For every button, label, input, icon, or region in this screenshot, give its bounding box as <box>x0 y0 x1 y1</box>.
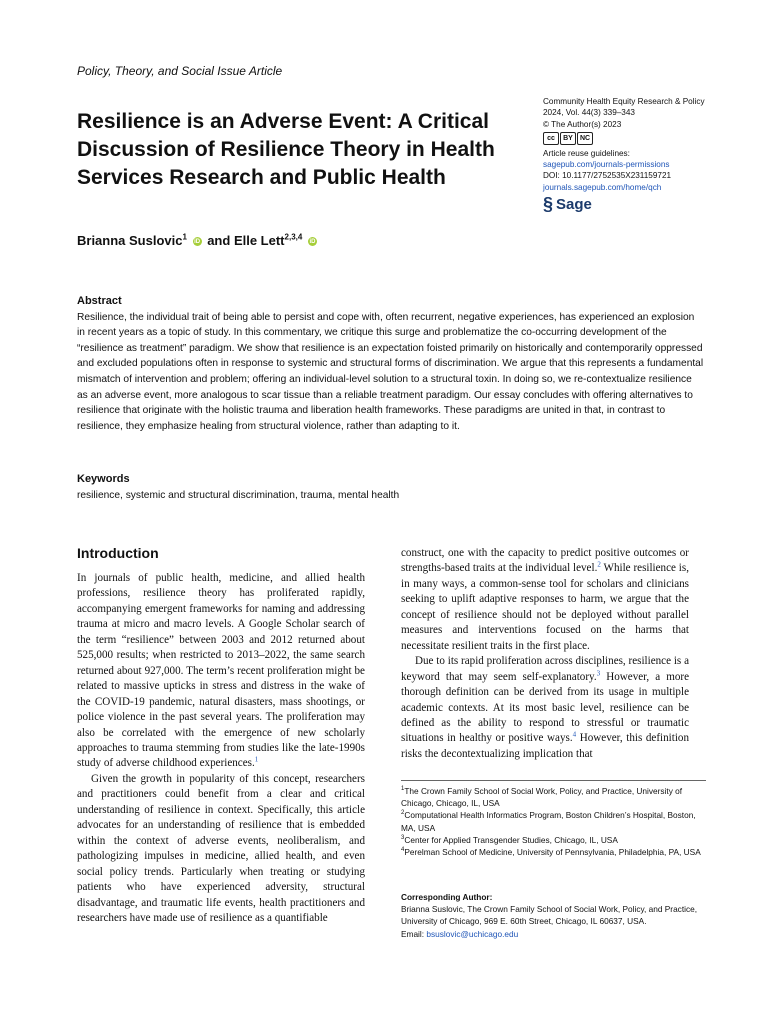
affiliation-item <box>401 834 707 846</box>
orcid-icon[interactable]: iD <box>194 238 201 245</box>
affiliation-item <box>401 846 707 858</box>
journal-link[interactable]: journals.sagepub.com/home/qch <box>543 182 662 192</box>
paragraph-text: While resilience is, in many ways, a common-sense tool for scholars and clinicians seeking to uplift adaptive responses to harm, we argue that the concept of resilience should not be deployed without parallel measures and interventions focused on the harms that necessitate resilient traits in the first place. <box>401 562 689 652</box>
affiliation-text: Perelman School of Medicine, University of Pennsylvania, Philadelphia, PA, USA <box>404 847 701 858</box>
affiliation-number: 1 <box>401 786 405 793</box>
corresponding-author <box>401 891 707 940</box>
affiliation-number: 2 <box>401 810 405 817</box>
abstract-text: Resilience, the individual trait of being able to persist and cope with, often recurrent, negative experiences, has experienced an explosion in recent years as a topic of study. In this commentary, we critique this surge and problematize the co-occurring development of the “resilience as treatment” paradigm. We show that resilience is an expectation foisted primarily on historically and contemporarily oppressed and excluded populations often in response to systemic and structural forms of discrimination. We argue that this represents a fundamental mismatch of intervention and problem; offering an individual-level solution to a structural toxin. In doing so, we re-contextualize resilience as an adverse event, more analogous to scar tissue than a reliable treatment paradigm. Our essay concludes with offering alternatives to resilience that originate with the holistic trauma and liberation health frameworks. These paradigms are united in that, in contrast to resilience, they emphasize healing from structural violence, rather than adapting to it. <box>77 311 704 432</box>
affiliation-number: 4 <box>401 847 405 854</box>
email-label: Email: <box>401 928 427 939</box>
body-paragraph <box>401 654 689 762</box>
keywords-section <box>77 472 705 503</box>
article-type: Policy, Theory, and Social Issue Article <box>77 64 283 78</box>
volume-line: 2024, Vol. 44(3) 339–343 <box>543 108 635 118</box>
body-paragraph <box>401 546 689 654</box>
journal-name: Community Health Equity Research & Policy <box>543 97 705 106</box>
body-paragraph: Given the growth in popularity of this concept, researchers and practitioners could benefit from a clear and critical understanding of resilience in context. Specifically, this article advocates for an understanding of resilience that is embedded within the context of adverse events, neoliberalism, and pathologizing impulses in medicine, allied health, and even social policy trends. Particularly when treating or studying patients who have experienced adversity, structural disadvantage, and traumatic life events, health practitioners and researchers have made use of resilience as a quantifiable <box>77 772 365 924</box>
journal-meta <box>543 96 723 215</box>
corresponding-text: Brianna Suslovic, The Crown Family School of Social Work, Policy, and Practice, University of Chicago, 969 E. 60th Street, Chicago, IL 60637, USA. <box>401 904 698 927</box>
reuse-label: Article reuse guidelines: <box>543 148 630 158</box>
copyright: © The Author(s) 2023 <box>543 119 622 129</box>
affiliation-item <box>401 809 707 833</box>
author-line <box>77 233 319 248</box>
affiliation-text: Center for Applied Transgender Studies, Chicago, IL, USA <box>404 834 618 845</box>
body-column-left <box>77 571 365 926</box>
abstract-heading: Abstract <box>77 295 122 307</box>
affiliation-text: Computational Health Informatics Program, Boston Children’s Hospital, Boston, MA, USA <box>401 810 696 833</box>
body-column-right <box>401 546 689 762</box>
author-affil-ref: 2,3,4 <box>284 232 303 242</box>
keywords-heading: Keywords <box>77 473 130 485</box>
paragraph-text: However, this definition risks the decontextualizing implication that <box>401 732 689 760</box>
affiliations <box>401 785 707 858</box>
author-name[interactable]: Brianna Suslovic <box>77 233 183 248</box>
reuse-link[interactable]: sagepub.com/journals-permissions <box>543 160 670 170</box>
author-name[interactable]: Elle Lett <box>233 233 285 248</box>
reference-link[interactable]: 3 <box>596 668 601 677</box>
corresponding-email-line <box>401 928 707 940</box>
keywords-text: resilience, systemic and structural discrimination, trauma, mental health <box>77 489 400 501</box>
paragraph-text: construct, one with the capacity to predict positive outcomes or strengths-based traits at the individual level. <box>401 547 689 575</box>
section-heading-introduction: Introduction <box>77 545 159 561</box>
paragraph-text: Due to its rapid proliferation across disciplines, resilience is a keyword that may seem self-explanatory. <box>401 655 689 683</box>
nc-icon: NC <box>577 132 593 145</box>
abstract-section <box>77 294 705 434</box>
by-icon: BY <box>560 132 576 145</box>
affiliation-text: The Crown Family School of Social Work, Policy, and Practice, University of Chicago, Chicago, IL, USA <box>401 786 683 809</box>
email-link[interactable]: bsuslovic@uchicago.edu <box>426 928 519 939</box>
cc-icon: cc <box>543 132 559 145</box>
corresponding-heading: Corresponding Author: <box>401 892 493 902</box>
reference-link[interactable]: 4 <box>572 730 577 739</box>
publisher-logo[interactable] <box>543 194 723 215</box>
body-paragraph <box>77 571 365 772</box>
doi: DOI: 10.1177/2752535X231159721 <box>543 171 672 181</box>
author-affil-ref: 1 <box>182 232 187 242</box>
reference-link[interactable]: 2 <box>597 560 601 569</box>
cc-license-badge[interactable] <box>543 132 723 145</box>
paragraph-text: In journals of public health, medicine, and allied health professions, resilience theory has proliferated rapidly, accompanying emergent frameworks for naming and addressing trauma at micro and macro levels. A Google Scholar search of the term “resilience” between 2003 and 2012 returned about 525,000 results; when restricted to 2013–2022, the same search returned about 927,000. The term’s recent proliferation might be related to massive upticks in stress and distress in the wake of the COVID-19 pandemic, natural disasters, mass shootings, or police violence in the past several years. The proliferation may also be correlated with the emergence of new scholarly approaches to trauma stemming from studies like the late-1990s study of adverse childhood experiences. <box>77 572 365 770</box>
reference-link[interactable]: 1 <box>254 755 259 764</box>
affiliation-number: 3 <box>401 835 405 842</box>
author-conjunction: and <box>207 233 231 248</box>
affiliation-item <box>401 785 707 809</box>
footnote-divider <box>401 780 706 781</box>
sage-logo-icon: § <box>543 194 554 215</box>
paragraph-text: However, a more thorough definition can be derived from its usage in multiple academic contexts. At its most basic level, resilience can be defined as the ability to respond to stressful or traumatic situations in healthy or positive ways. <box>401 670 689 745</box>
article-title: Resilience is an Adverse Event: A Critical Discussion of Resilience Theory in Health Services Research and Public Health <box>77 110 495 189</box>
publisher-name: Sage <box>556 195 592 213</box>
orcid-icon[interactable]: iD <box>309 238 316 245</box>
